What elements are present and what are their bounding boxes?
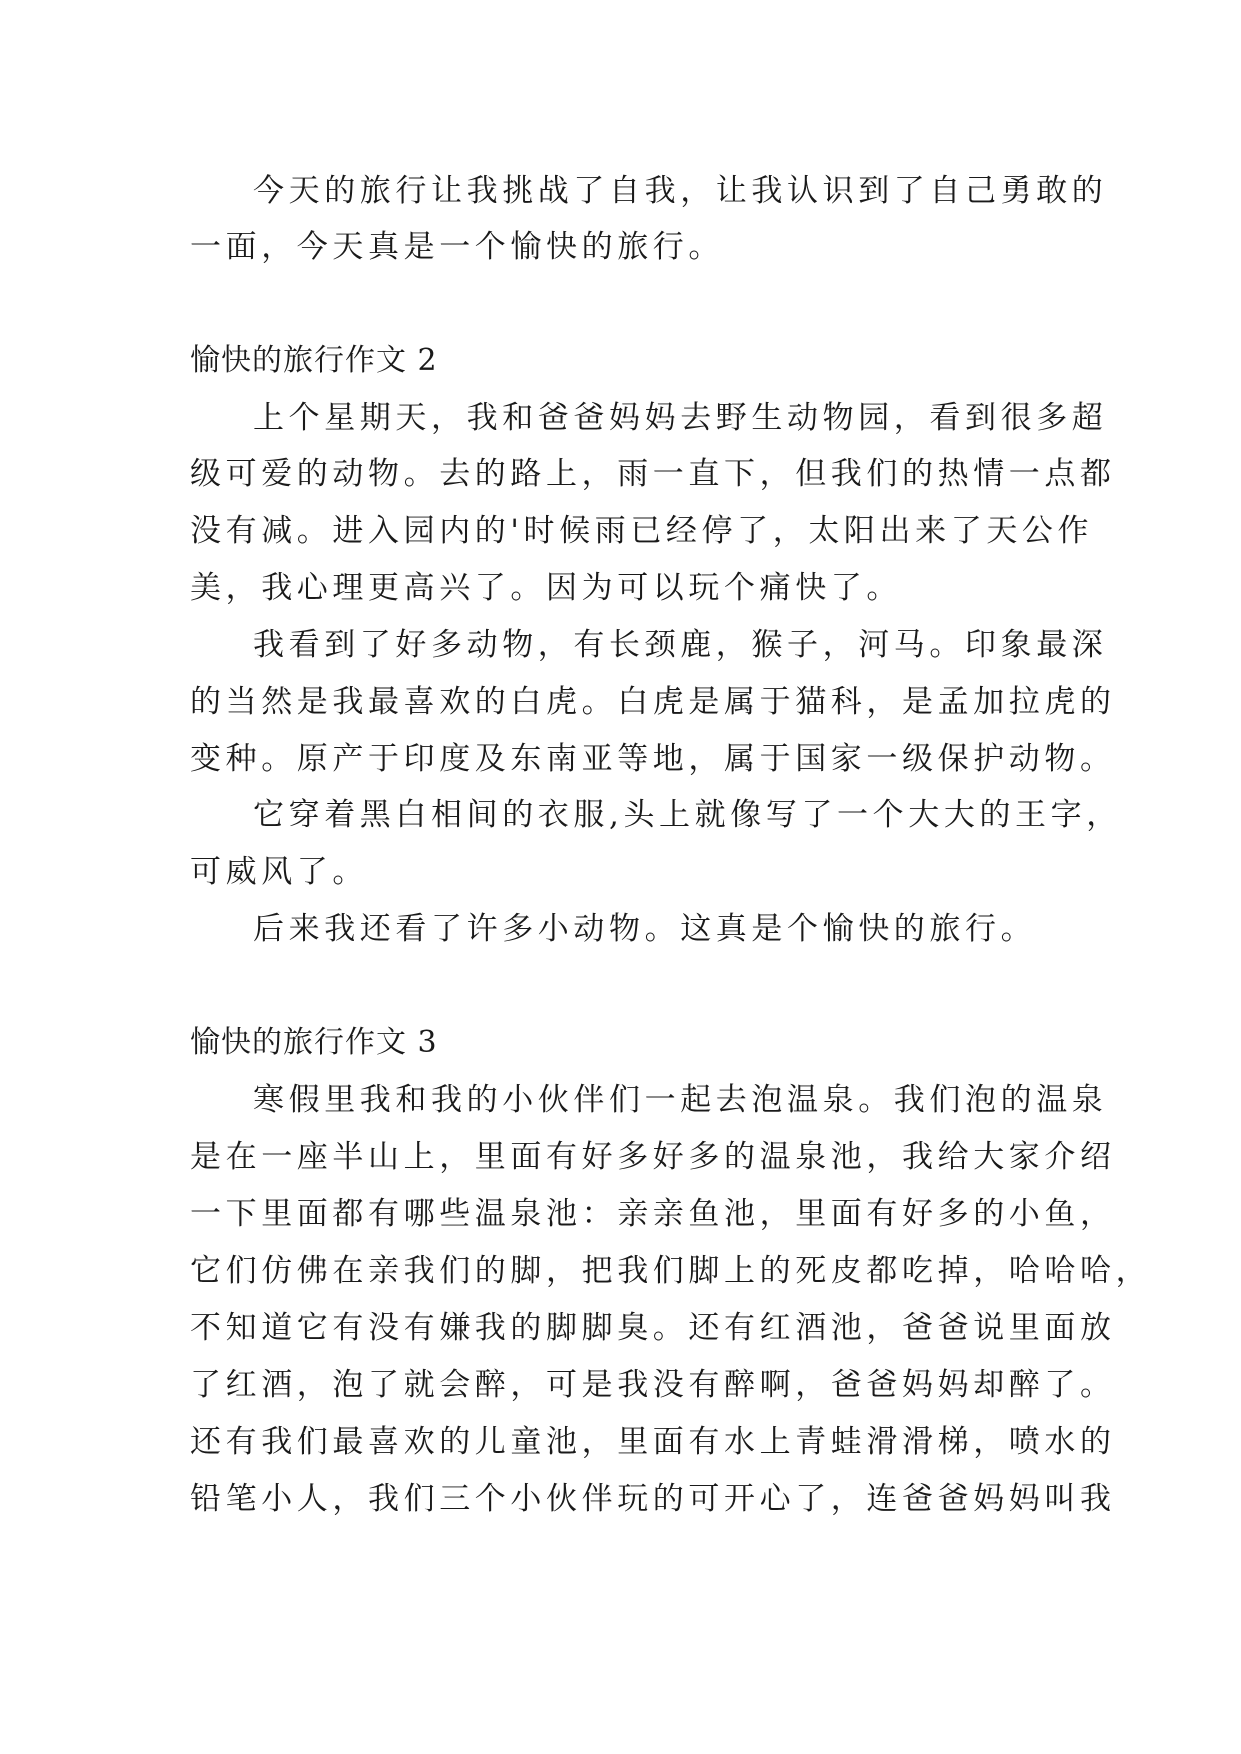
- paragraph-line: 今天的旅行让我挑战了自我，让我认识到了自己勇敢的: [253, 173, 1108, 209]
- paragraph-line: 级可爱的动物。去的路上，雨一直下，但我们的热情一点都: [190, 456, 1116, 492]
- paragraph-line: 上个星期天，我和爸爸妈妈去野生动物园，看到很多超: [253, 400, 1108, 436]
- paragraph-line: 一面，今天真是一个愉快的旅行。: [190, 229, 724, 265]
- section-heading: 愉快的旅行作文 3: [190, 1025, 438, 1060]
- paragraph-line: 没有减。进入园内的'时候雨已经停了，太阳出来了天公作: [190, 513, 1094, 549]
- paragraph-line: 是在一座半山上，里面有好多好多的温泉池，我给大家介绍: [190, 1139, 1116, 1175]
- paragraph-line: 了红酒，泡了就会醉，可是我没有醉啊，爸爸妈妈却醉了。: [190, 1367, 1116, 1403]
- paragraph-line: 我看到了好多动物，有长颈鹿，猴子，河马。印象最深: [253, 627, 1108, 663]
- paragraph-line: 它们仿佛在亲我们的脚，把我们脚上的死皮都吃掉，哈哈哈，: [190, 1253, 1152, 1289]
- paragraph-line: 变种。原产于印度及东南亚等地，属于国家一级保护动物。: [190, 741, 1116, 777]
- paragraph-line: 还有我们最喜欢的儿童池，里面有水上青蛙滑滑梯，喷水的: [190, 1424, 1116, 1460]
- paragraph-line: 不知道它有没有嫌我的脚脚臭。还有红酒池，爸爸说里面放: [190, 1310, 1116, 1346]
- section-heading: 愉快的旅行作文 2: [190, 343, 438, 378]
- paragraph-line: 一下里面都有哪些温泉池：亲亲鱼池，里面有好多的小鱼，: [190, 1196, 1116, 1232]
- paragraph-line: 美，我心理更高兴了。因为可以玩个痛快了。: [190, 570, 902, 606]
- paragraph-line: 可威风了。: [190, 854, 368, 890]
- paragraph-line: 铅笔小人，我们三个小伙伴玩的可开心了，连爸爸妈妈叫我: [190, 1481, 1116, 1517]
- paragraph-line: 后来我还看了许多小动物。这真是个愉快的旅行。: [253, 911, 1037, 947]
- paragraph-line: 的当然是我最喜欢的白虎。白虎是属于猫科，是孟加拉虎的: [190, 684, 1116, 720]
- paragraph-line: 寒假里我和我的小伙伴们一起去泡温泉。我们泡的温泉: [253, 1082, 1108, 1118]
- paragraph-line: 它穿着黑白相间的衣服,头上就像写了一个大大的王字，: [253, 797, 1122, 833]
